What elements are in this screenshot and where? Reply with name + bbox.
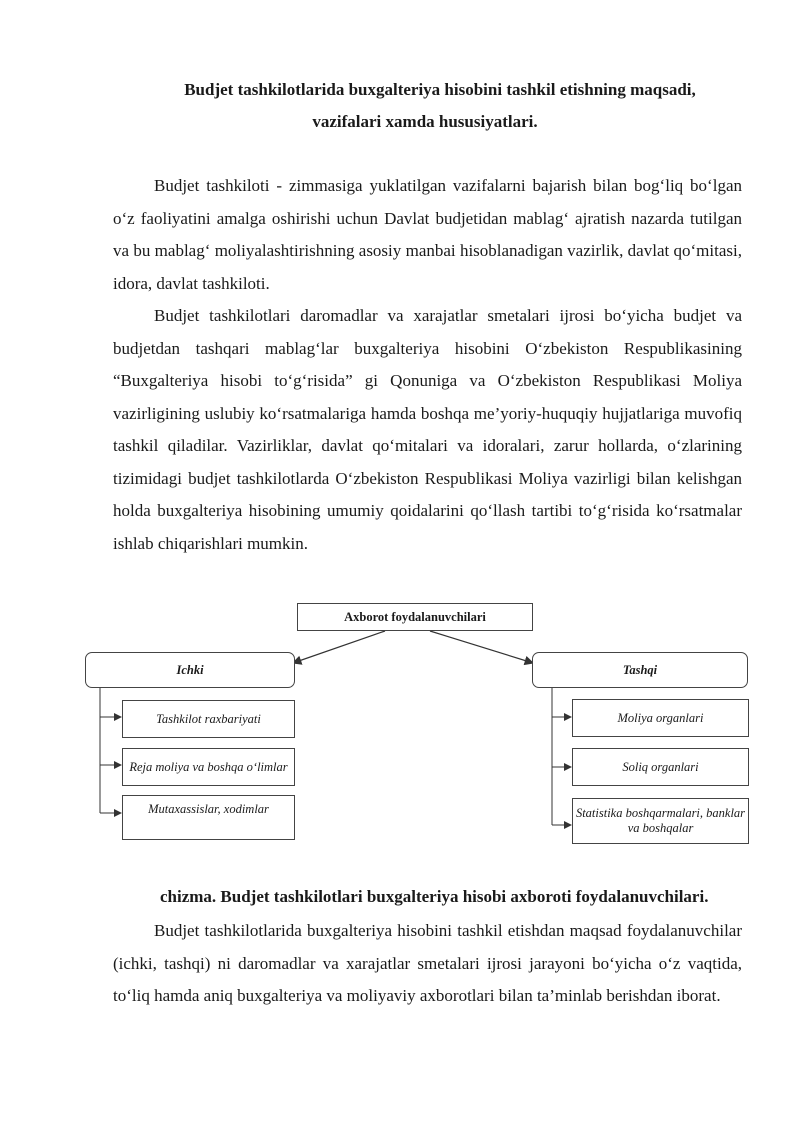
right-item-2: Soliq organlari — [572, 748, 749, 786]
document-title — [110, 74, 740, 138]
title-line-2: vazifalari xamda hususiyatlari. — [312, 112, 538, 131]
title-line-1: Budjet tashkilotlarida buxgalteriya hisobini tashkil etishning maqsadi, — [184, 80, 696, 99]
left-item-1: Tashkilot raxbariyati — [122, 700, 295, 738]
arrow-to-ichki — [293, 631, 385, 663]
arrow-to-tashqi — [430, 631, 533, 663]
left-item-3: Mutaxassislar, xodimlar — [122, 795, 295, 840]
diagram-caption: chizma. Budjet tashkilotlari buxgalteriya hisobi axboroti foydalanuvchilari. — [160, 887, 709, 906]
right-item-1: Moliya organlari — [572, 699, 749, 737]
paragraph-regulation: Budjet tashkilotlari daromadlar va xarajatlar smetalari ijrosi bo‘yicha budjet va budjetdan tashqari mablag‘lar buxgalteriya hisobini O‘zbekiston Respublikasining “Buxgalteriya hisobi to‘g‘risida” gi Qonuniga va O‘zbekiston Respublikasi Moliya vazirligining uslubiy ko‘rsatmalariga hamda boshqa me’yoriy-huquqiy hujjatlariga muvofiq tashkil qiladilar. Vazirliklar, davlat qo‘mitalari va idoralari, zarur hollarda, o‘zlarining tizimidagi budjet tashkilotlarda O‘zbekiston Respublikasi Moliya vazirligi bilan kelishgan holda buxgalteriya hisobining umumiy qoidalarini qo‘llash tartibi to‘g‘risida ko‘rsatmalar ishlab chiqarishlari mumkin. — [113, 306, 742, 553]
right-item-3: Statistika boshqarmalari, banklar va boshqalar — [572, 798, 749, 844]
users-diagram — [0, 595, 800, 855]
paragraph-definition: Budjet tashkiloti - zimmasiga yuklatilgan vazifalarni bajarish bilan bog‘liq bo‘lgan o‘z faoliyatini amalga oshirishi uchun Davlat budjetidan mablag‘ ajratish nazarda tutilgan va bu mablag‘ moliyalashtirishning asosiy manbai hisoblanadigan vazirlik, davlat qo‘mitasi, idora, davlat tashkiloti. — [113, 176, 742, 293]
left-item-2: Reja moliya va boshqa o‘limlar — [122, 748, 295, 786]
paragraph-purpose: Budjet tashkilotlarida buxgalteriya hisobini tashkil etishdan maqsad foydalanuvchilar (ichki, tashqi) ni daromadlar va xarajatlar smetalari ijrosi jarayoni bo‘yicha o‘z vaqtida, to‘liq hamda aniq buxgalteriya va moliyaviy axborotlari bilan ta’minlab berishdan iborat. — [113, 921, 742, 1005]
tashqi-box: Tashqi — [532, 652, 748, 688]
ichki-box: Ichki — [85, 652, 295, 688]
root-box: Axborot foydalanuvchilari — [297, 603, 533, 631]
